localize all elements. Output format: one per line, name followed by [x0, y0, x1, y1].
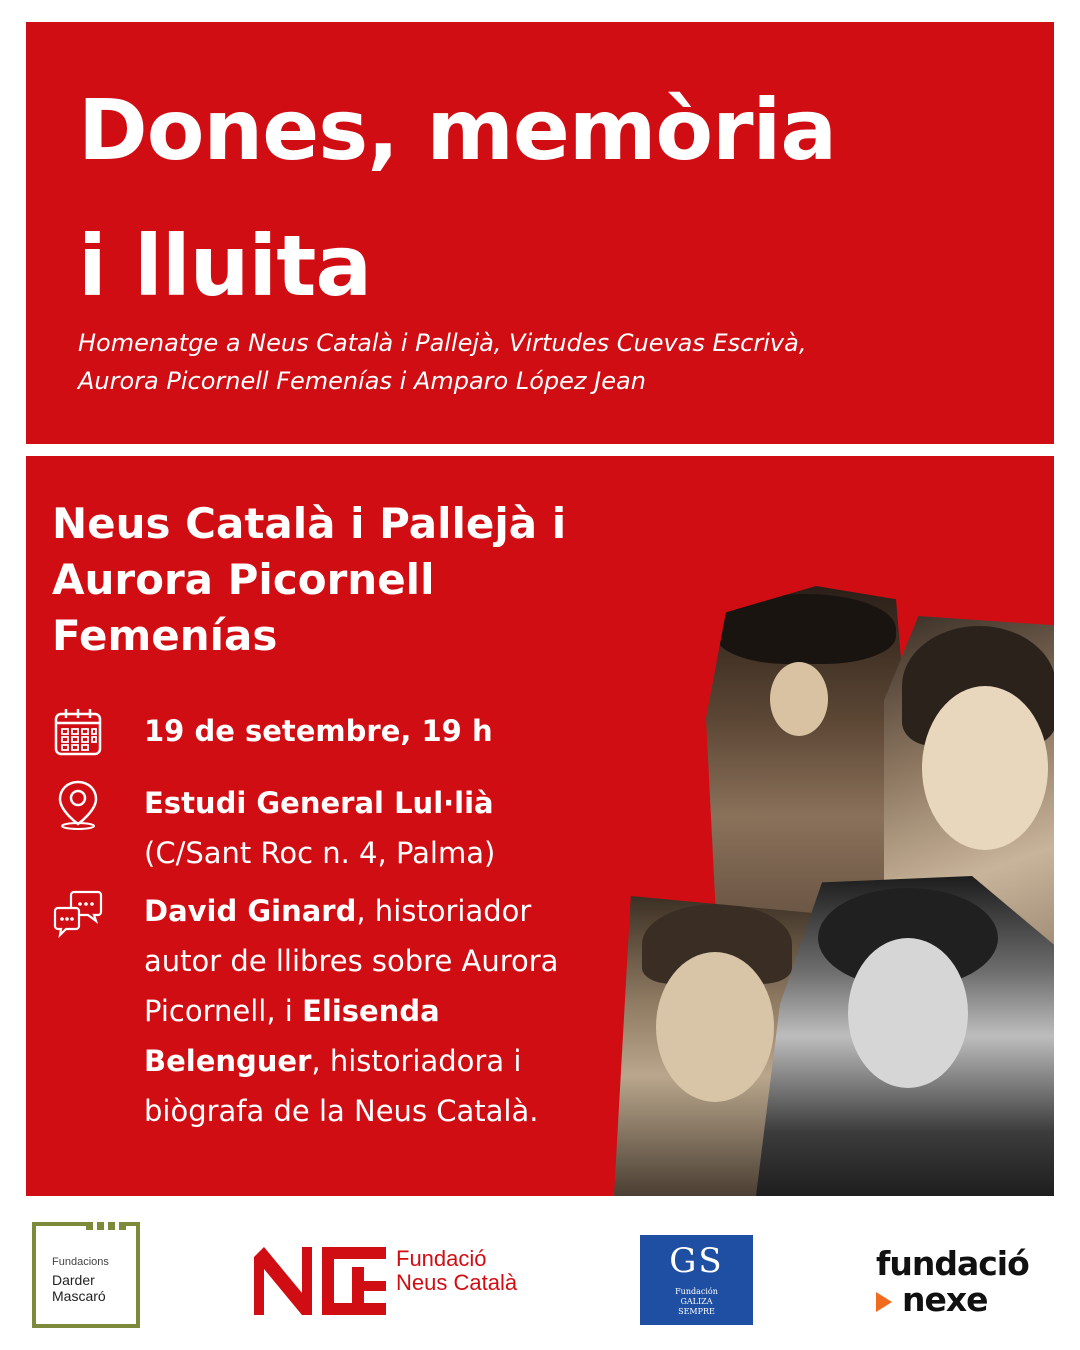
event-place	[144, 778, 624, 878]
logo-fundacion-galiza-sempre	[640, 1235, 753, 1325]
event-title-line-2: Aurora Picornell	[52, 555, 435, 604]
subtitle-line-1: Homenatge a Neus Català i Pallejà, Virtudes Cuevas Escrivà,	[78, 329, 807, 357]
event-panel	[26, 456, 1054, 1196]
logo-gs-sub-3: SEMPRE	[678, 1307, 715, 1316]
logo-neus-text	[396, 1247, 517, 1295]
page-title	[78, 62, 1038, 334]
event-title	[52, 496, 672, 664]
nc-monogram-icon	[254, 1247, 386, 1315]
hat-shape	[716, 594, 896, 664]
logo-neus-line-2: Neus Català	[396, 1270, 518, 1295]
logo-nexe-line-2-wrap	[876, 1280, 988, 1319]
logo-nexe-line-2: nexe	[902, 1280, 988, 1319]
logo-bars	[86, 1222, 126, 1230]
event-title-line-1: Neus Català i Pallejà i	[52, 499, 567, 548]
logo-fundacio-nexe	[876, 1244, 1056, 1318]
speakers-line-5: biògrafa de la Neus Català.	[144, 1094, 539, 1128]
logo-fundacio-neus-catala	[254, 1247, 544, 1315]
play-arrow-icon	[876, 1292, 892, 1312]
logo-darder-line-2: Darder	[52, 1272, 95, 1288]
speaker-2-name-a: Elisenda	[302, 994, 440, 1028]
event-date	[144, 706, 624, 756]
event-date-text: 19 de setembre, 19 h	[144, 714, 493, 748]
portrait-woman-with-hat	[706, 586, 906, 916]
logo-darder-line-3: Mascaró	[52, 1288, 106, 1304]
calendar-icon	[52, 706, 104, 758]
face-shape	[656, 952, 774, 1102]
chat-bubbles-icon	[52, 886, 104, 938]
logo-darder-line-1: Fundacions	[52, 1256, 109, 1268]
subtitle	[78, 324, 1018, 400]
speakers-line-2: autor de llibres sobre Aurora	[144, 944, 559, 978]
location-pin-icon	[52, 778, 104, 830]
speaker-2-desc-a: , historiadora i	[311, 1044, 522, 1078]
logo-nexe-line-1: fundació	[876, 1244, 1029, 1283]
face-shape	[770, 662, 828, 736]
logo-darder-name	[52, 1272, 106, 1304]
speaker-2-name-b: Belenguer	[144, 1044, 312, 1078]
title-line-1: Dones, memòria	[78, 81, 836, 179]
event-speakers	[144, 886, 624, 1136]
speakers-line-4	[144, 1036, 624, 1086]
speakers-line-3	[144, 986, 624, 1036]
logo-gs-sub-2: GALIZA	[680, 1297, 713, 1306]
subtitle-line-2: Aurora Picornell Femenías i Amparo López Jean	[78, 367, 646, 395]
event-place-name-text: Estudi General Lul·lià	[144, 786, 494, 820]
title-line-2: i lluita	[78, 217, 372, 315]
logo-neus-line-1: Fundació	[396, 1246, 487, 1271]
logo-gs-sub	[640, 1287, 753, 1317]
face-shape	[922, 686, 1048, 850]
logo-fundacions-darder-mascaro	[32, 1222, 140, 1328]
event-title-line-3: Femenías	[52, 611, 278, 660]
portrait-collage	[586, 586, 1054, 1196]
event-place-name	[144, 778, 624, 828]
speaker-1-desc-c: Picornell, i	[144, 994, 303, 1028]
logo-gs-main: GS	[669, 1241, 724, 1281]
speaker-1-name: David Ginard	[144, 894, 357, 928]
logo-gs-sub-1: Fundación	[675, 1287, 718, 1296]
event-place-address: (C/Sant Roc n. 4, Palma)	[144, 836, 496, 870]
speakers-line-1	[144, 886, 624, 936]
face-shape	[848, 938, 968, 1088]
header-panel	[26, 22, 1054, 444]
speaker-1-desc-a: , historiador	[356, 894, 532, 928]
